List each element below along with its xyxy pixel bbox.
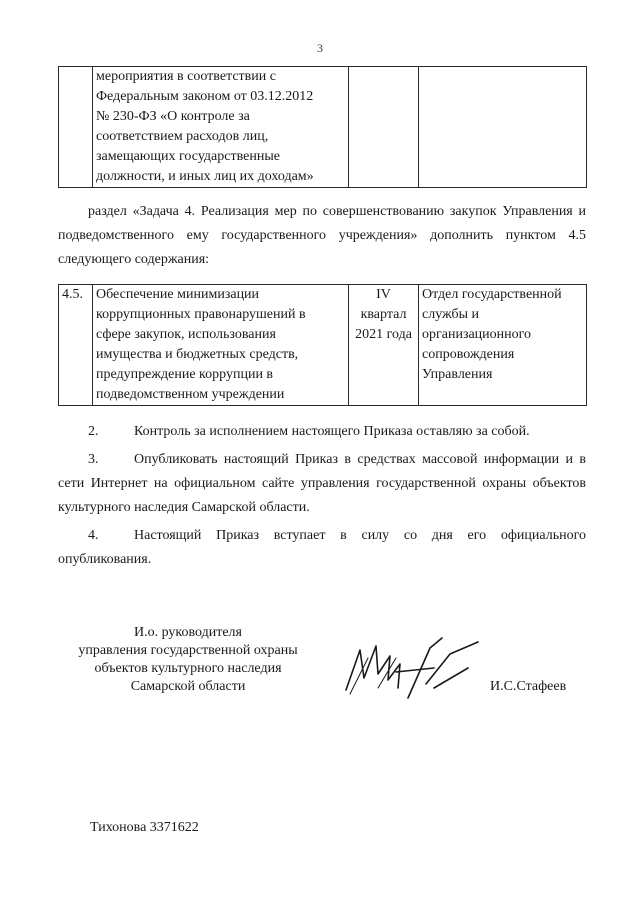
order-item-4: [58, 524, 586, 572]
intro-line: Управления и подведомственного ему государственного учреждения»: [58, 204, 587, 243]
handwritten-signature: [338, 628, 488, 708]
item-number: 4.: [88, 528, 99, 543]
measure-cell: [93, 67, 349, 188]
intro-line: раздел «Задача 4. Реализация мер по совершенствованию закупок: [88, 204, 497, 219]
term-cell: [349, 285, 419, 406]
measure-cell: [93, 285, 349, 406]
item-text: Опубликовать настоящий Приказ в средствах массовой информации и в сети Интернет на официальном сайте управления государственной охраны объектов культурного наследия Самарской области.: [58, 452, 586, 515]
measure-line: замещающих государственные: [96, 149, 280, 164]
order-item-2: [58, 420, 586, 444]
item-number: 3.: [88, 452, 99, 467]
responsible-line: организационного: [422, 327, 532, 342]
measure-line: подведомственном учреждении: [96, 387, 285, 402]
continued-measures-table: [58, 66, 587, 188]
order-item-3: [58, 448, 586, 520]
measure-line: имущества и бюджетных средств,: [96, 347, 299, 362]
item-number: 2.: [88, 424, 99, 439]
responsible-line: службы и: [422, 307, 480, 322]
item-text: Контроль за исполнением настоящего Приказа оставляю за собой.: [134, 424, 530, 439]
responsible-cell: [419, 67, 587, 188]
signatory-title-line: управления государственной охраны: [78, 643, 298, 658]
responsible-line: Управления: [422, 367, 493, 382]
measure-line: должности, и иных лиц их доходам»: [96, 169, 314, 184]
term-line: квартал: [360, 307, 407, 322]
measure-line: мероприятия в соответствии с: [96, 69, 276, 84]
term-cell: [349, 67, 419, 188]
table-row: [59, 285, 587, 406]
measure-line: Обеспечение минимизации: [96, 287, 260, 302]
term-line: IV: [376, 287, 391, 302]
signer-name: И.С.Стафеев: [490, 679, 567, 694]
table-row: [59, 67, 587, 188]
measure-line: № 230-ФЗ «О контроле за: [96, 109, 250, 124]
responsible-line: сопровождения: [422, 347, 515, 362]
item-text: Настоящий Приказ вступает в силу со дня его официального опубликования.: [58, 528, 586, 567]
row-number-cell: [59, 67, 93, 188]
signatory-title-line: И.о. руководителя: [133, 625, 242, 640]
measure-line: Федеральным законом от 03.12.2012: [96, 89, 314, 104]
measure-line: предупреждение коррупции в: [96, 367, 274, 382]
signatory-title-line: Самарской области: [130, 679, 246, 694]
intro-paragraph: [58, 200, 586, 272]
measure-line: соответствием расходов лиц,: [96, 129, 269, 144]
new-item-table: [58, 284, 587, 406]
intro-line: дополнить пунктом 4.5 следующего содержания:: [58, 228, 586, 267]
page-number: 3: [317, 41, 323, 55]
measure-line: коррупционных правонарушений в: [96, 307, 306, 322]
signatory-title: [58, 624, 318, 696]
signatory-title-line: объектов культурного наследия: [94, 661, 282, 676]
responsible-line: Отдел государственной: [422, 287, 562, 302]
measure-line: сфере закупок, использования: [96, 327, 276, 342]
term-line: 2021 года: [355, 327, 412, 342]
row-number-cell: 4.5.: [59, 285, 93, 406]
responsible-cell: [419, 285, 587, 406]
executor-contact: Тихонова 3371622: [90, 820, 199, 835]
